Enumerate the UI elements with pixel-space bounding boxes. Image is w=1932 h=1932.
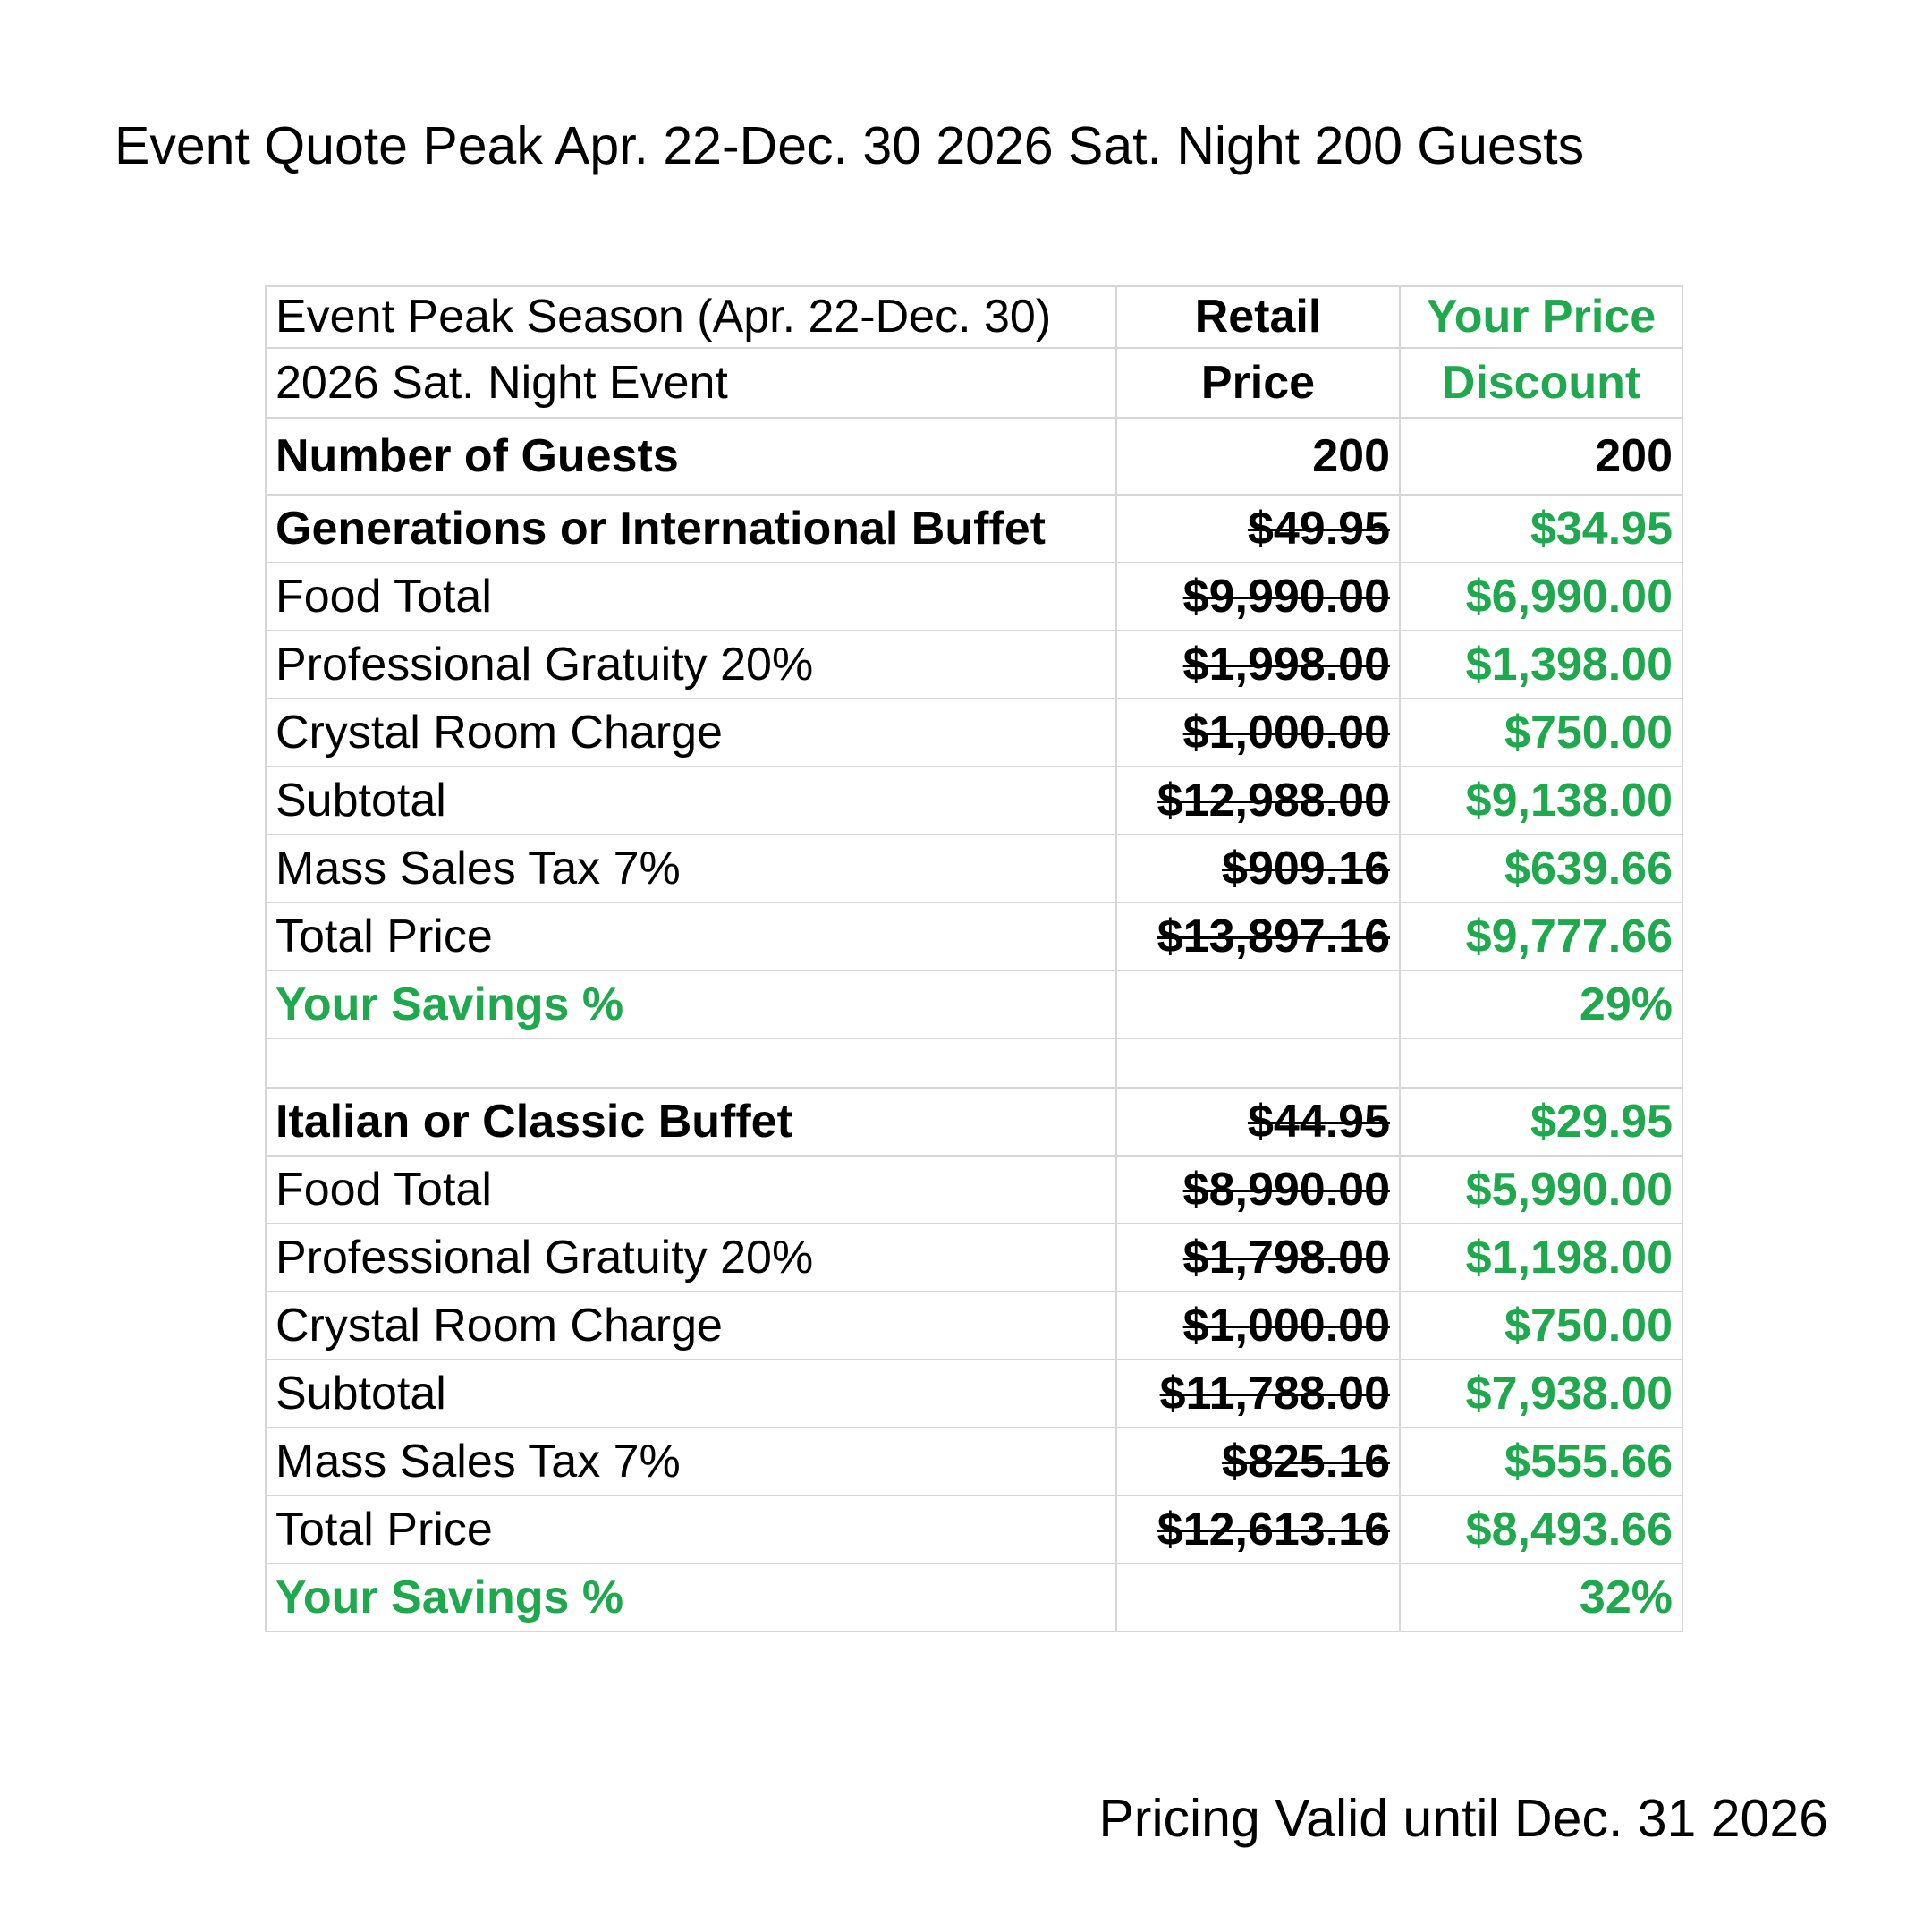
row-label: Total Price (266, 1496, 1116, 1563)
buffet-row-2 (266, 1088, 1682, 1156)
row-your-price: $9,777.66 (1400, 902, 1682, 970)
row-your-price: $1,198.00 (1400, 1224, 1682, 1292)
row-your-price: $5,990.00 (1400, 1156, 1682, 1224)
table-row (266, 1156, 1682, 1224)
row-your-price: $639.66 (1400, 835, 1682, 902)
savings-retail-empty-2 (1116, 1563, 1400, 1631)
table-row (266, 835, 1682, 902)
header-row-1 (266, 286, 1682, 348)
row-retail-price: $909.16 (1116, 835, 1400, 902)
row-your-price: $1,398.00 (1400, 631, 1682, 699)
savings-label-1: Your Savings % (266, 970, 1116, 1038)
row-label: Total Price (266, 902, 1116, 970)
row-label: Professional Gratuity 20% (266, 1224, 1116, 1292)
savings-value-2: 32% (1400, 1563, 1682, 1631)
row-label: Subtotal (266, 767, 1116, 835)
buffet-label-1: Generations or International Buffet (266, 495, 1116, 563)
row-your-price: $9,138.00 (1400, 767, 1682, 835)
row-retail-price: $1,000.00 (1116, 699, 1400, 767)
header-your-price-line1: Your Price (1400, 286, 1682, 348)
row-retail-price: $8,990.00 (1116, 1156, 1400, 1224)
row-label: Mass Sales Tax 7% (266, 835, 1116, 902)
row-label: Subtotal (266, 1360, 1116, 1428)
row-your-price: $750.00 (1400, 699, 1682, 767)
guests-retail: 200 (1116, 418, 1400, 495)
buffet-your-price-1: $34.95 (1400, 495, 1682, 563)
table-row (266, 767, 1682, 835)
row-retail-price: $11,788.00 (1116, 1360, 1400, 1428)
table-row (266, 1496, 1682, 1563)
buffet-retail-2: $44.95 (1116, 1088, 1400, 1156)
spacer-cell (1400, 1038, 1682, 1088)
row-retail-price: $13,897.16 (1116, 902, 1400, 970)
header-your-price-line2: Discount (1400, 348, 1682, 418)
table-row (266, 1428, 1682, 1496)
row-your-price: $555.66 (1400, 1428, 1682, 1496)
header-label-line1: Event Peak Season (Apr. 22-Dec. 30) (266, 286, 1116, 348)
savings-value-1: 29% (1400, 970, 1682, 1038)
spacer-cell (1116, 1038, 1400, 1088)
guests-row (266, 418, 1682, 495)
buffet-retail-1: $49.95 (1116, 495, 1400, 563)
row-label: Food Total (266, 563, 1116, 631)
pricing-valid-note: Pricing Valid until Dec. 31 2026 (1098, 1789, 1828, 1848)
table-row (266, 563, 1682, 631)
row-label: Professional Gratuity 20% (266, 631, 1116, 699)
row-retail-price: $1,998.00 (1116, 631, 1400, 699)
header-retail-line2: Price (1116, 348, 1400, 418)
row-retail-price: $12,988.00 (1116, 767, 1400, 835)
row-your-price: $8,493.66 (1400, 1496, 1682, 1563)
table-row (266, 631, 1682, 699)
row-retail-price: $12,613.16 (1116, 1496, 1400, 1563)
table-row (266, 699, 1682, 767)
page-title: Event Quote Peak Apr. 22-Dec. 30 2026 Sat. Night 200 Guests (114, 116, 1585, 175)
header-label-line2: 2026 Sat. Night Event (266, 348, 1116, 418)
spacer-row (266, 1038, 1682, 1088)
table-row (266, 1360, 1682, 1428)
row-your-price: $7,938.00 (1400, 1360, 1682, 1428)
quote-table (265, 285, 1683, 1632)
guests-your-price: 200 (1400, 418, 1682, 495)
table-row (266, 902, 1682, 970)
header-retail-line1: Retail (1116, 286, 1400, 348)
row-label: Crystal Room Charge (266, 699, 1116, 767)
savings-retail-empty-1 (1116, 970, 1400, 1038)
buffet-label-2: Italian or Classic Buffet (266, 1088, 1116, 1156)
row-retail-price: $825.16 (1116, 1428, 1400, 1496)
buffet-your-price-2: $29.95 (1400, 1088, 1682, 1156)
row-retail-price: $1,798.00 (1116, 1224, 1400, 1292)
table-row (266, 1224, 1682, 1292)
row-your-price: $750.00 (1400, 1292, 1682, 1360)
guests-label: Number of Guests (266, 418, 1116, 495)
row-label: Mass Sales Tax 7% (266, 1428, 1116, 1496)
row-label: Crystal Room Charge (266, 1292, 1116, 1360)
savings-row-1 (266, 970, 1682, 1038)
table-row (266, 1292, 1682, 1360)
savings-row-2 (266, 1563, 1682, 1631)
buffet-row-1 (266, 495, 1682, 563)
savings-label-2: Your Savings % (266, 1563, 1116, 1631)
row-your-price: $6,990.00 (1400, 563, 1682, 631)
row-retail-price: $9,990.00 (1116, 563, 1400, 631)
spacer-cell (266, 1038, 1116, 1088)
row-label: Food Total (266, 1156, 1116, 1224)
header-row-2 (266, 348, 1682, 418)
row-retail-price: $1,000.00 (1116, 1292, 1400, 1360)
